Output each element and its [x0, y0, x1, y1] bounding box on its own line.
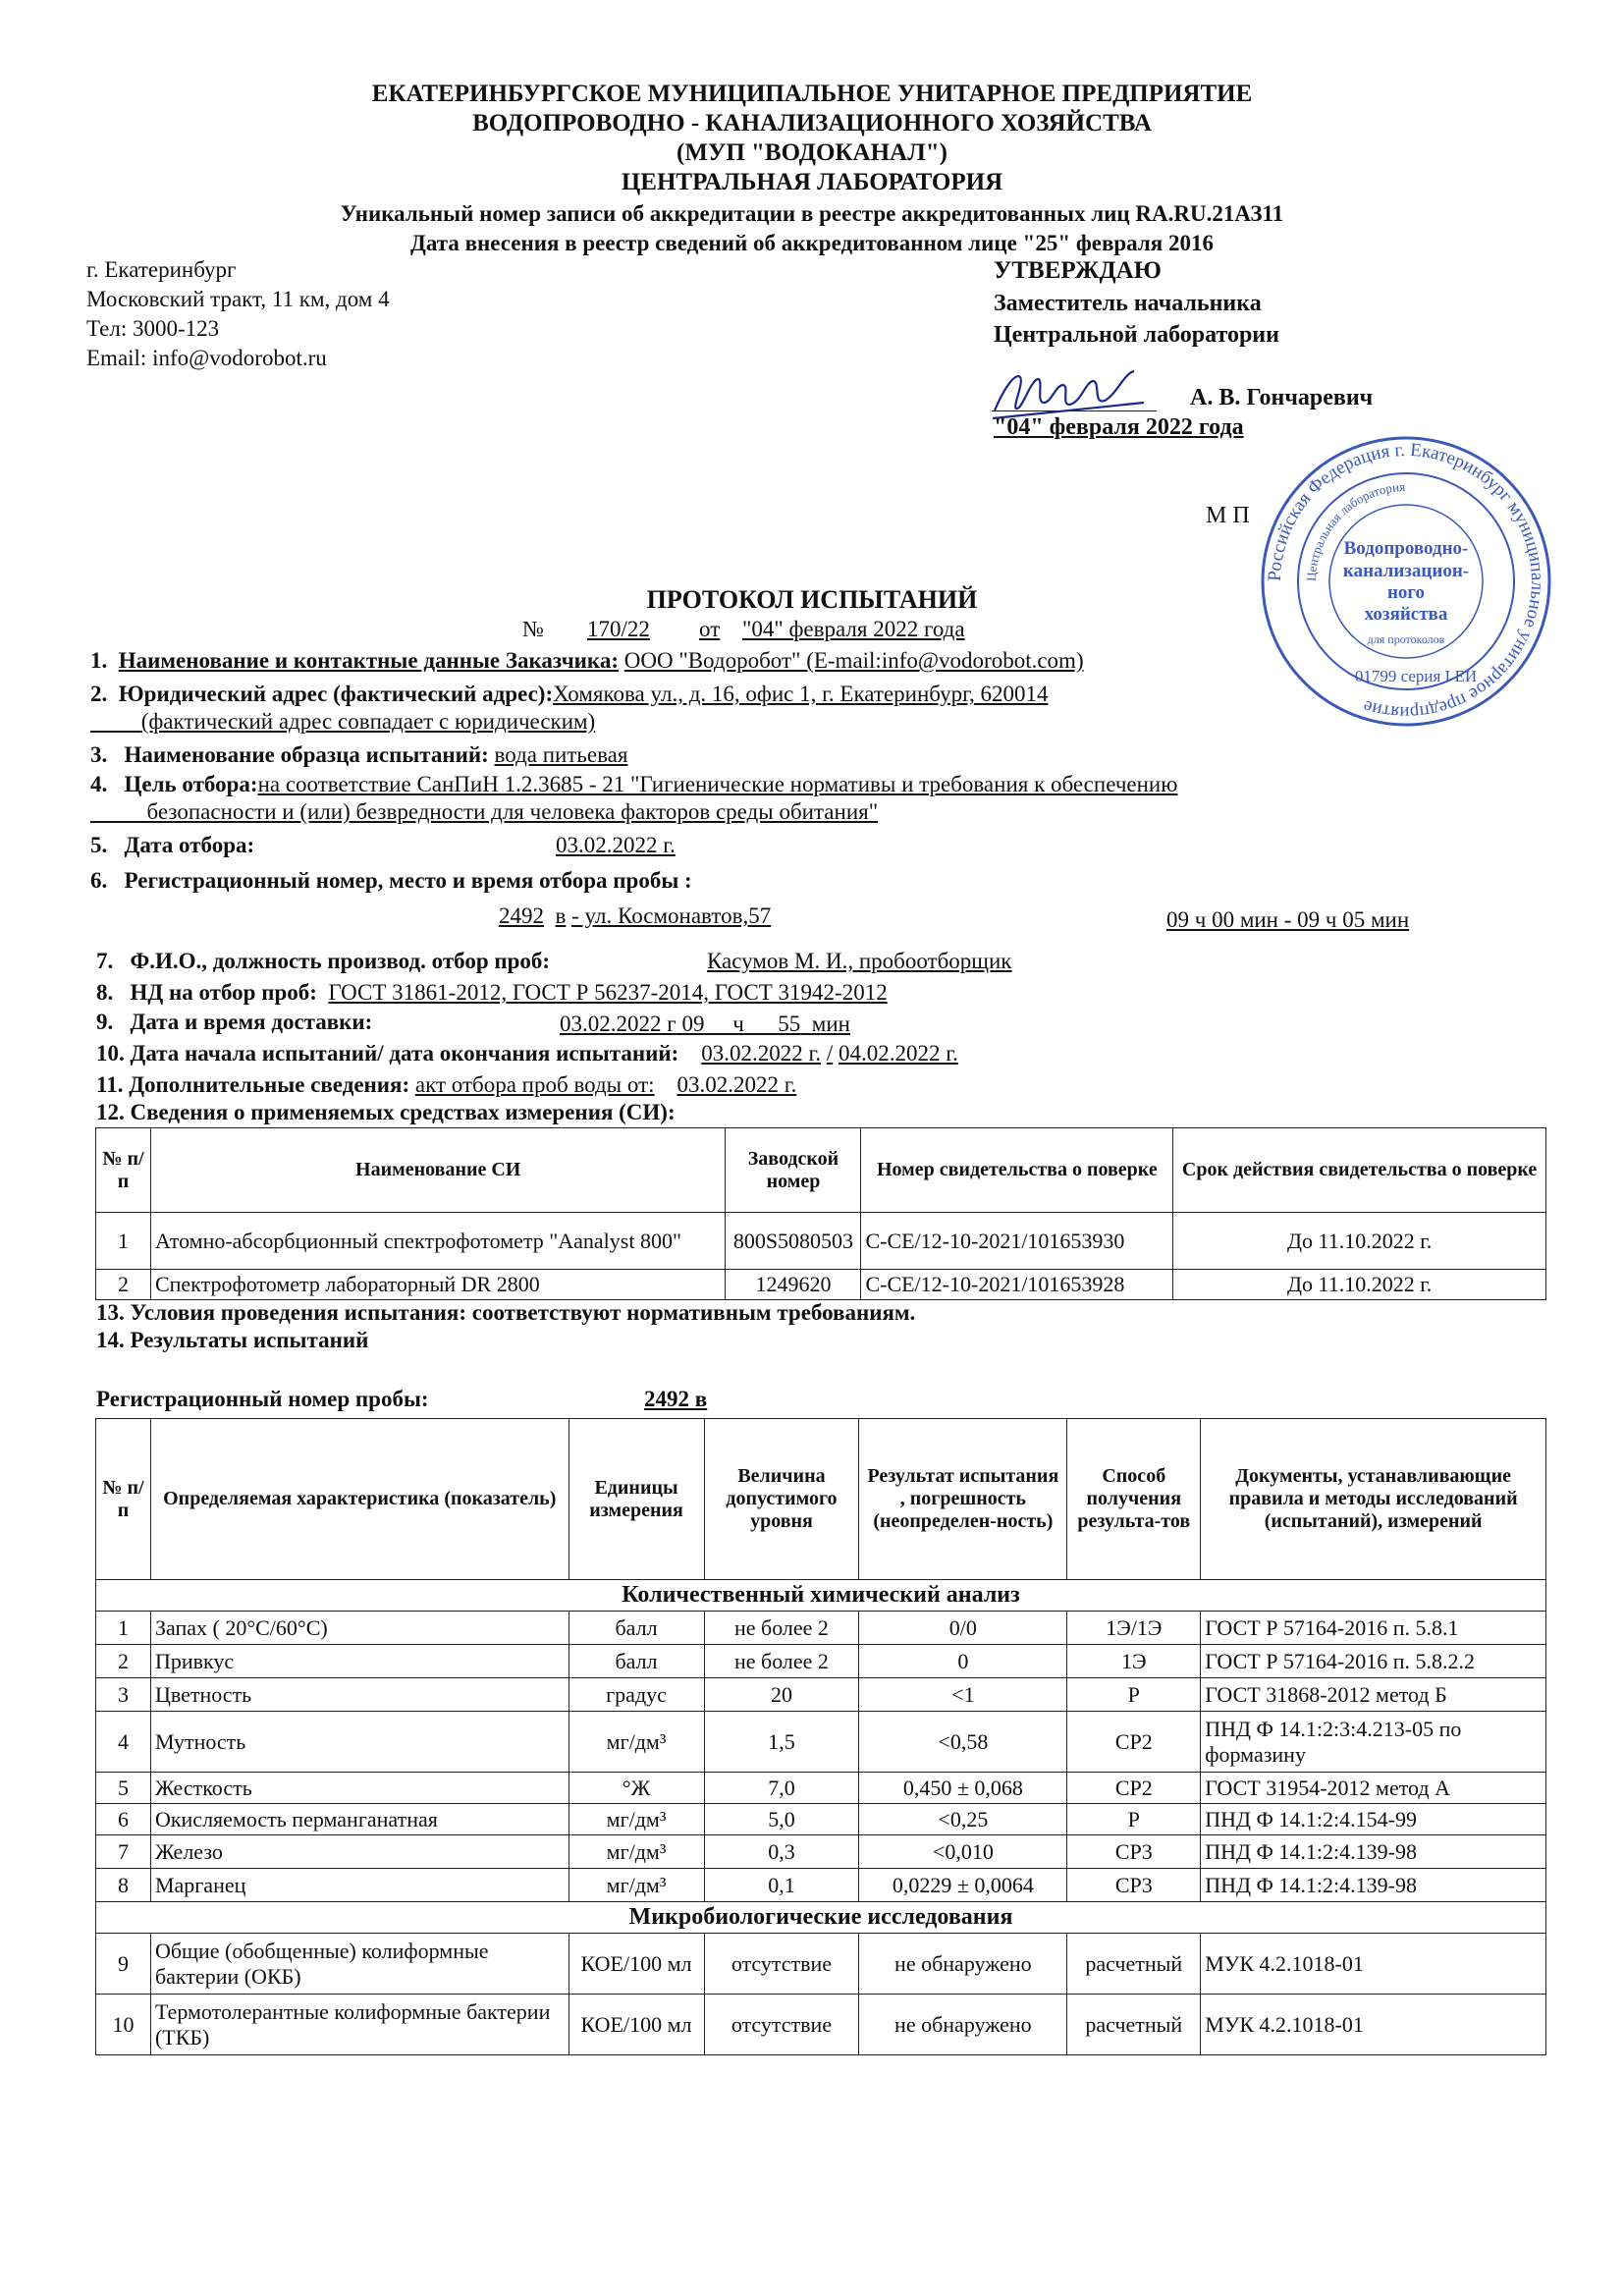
item6-suffix: в	[555, 903, 567, 928]
org-name-line3: (МУП "ВОДОКАНАЛ")	[677, 139, 947, 166]
results-cell: отсутствие	[704, 1934, 859, 1995]
item9-min: 55	[778, 1011, 801, 1036]
item14: 14. Результаты испытаний	[96, 1328, 369, 1352]
item8-num: 8.	[96, 980, 114, 1005]
item1-label: Наименование и контактные данные Заказчика:	[118, 648, 619, 673]
results-cell: 5,0	[704, 1804, 859, 1835]
item7-label: Ф.И.О., должность производ. отбор проб:	[130, 949, 551, 973]
item9-h: ч	[732, 1011, 744, 1036]
item5-label: Дата отбора:	[124, 833, 255, 857]
svg-text:канализацион-: канализацион-	[1342, 561, 1470, 581]
item7-num: 7.	[96, 949, 114, 973]
results-cell: СР3	[1067, 1869, 1201, 1902]
table-row	[96, 1612, 1546, 1645]
results-cell: 0,1	[704, 1869, 859, 1902]
res-header-indicator: Определяемая характеристика (показатель)	[150, 1419, 568, 1580]
results-cell: 0,0229 ± 0,0064	[859, 1869, 1067, 1902]
item2-note: (фактический адрес совпадает с юридическим)	[140, 709, 596, 734]
results-cell: не обнаружено	[859, 1995, 1067, 2055]
table-row	[96, 1270, 1546, 1300]
results-reg-suffix: в	[694, 1387, 708, 1411]
si-cell: До 11.10.2022 г.	[1173, 1213, 1546, 1270]
item1-num: 1.	[90, 648, 108, 673]
si-header-name: Наименование СИ	[150, 1128, 726, 1213]
approval-date: "04" февраля 2022 года	[994, 414, 1244, 440]
results-cell: не обнаружено	[859, 1934, 1067, 1995]
item3-label: Наименование образца испытаний:	[124, 742, 489, 767]
item12-label: Сведения о применяемых средствах измерения (СИ):	[130, 1100, 676, 1124]
si-header-validity: Срок действия свидетельства о поверке	[1173, 1128, 1546, 1213]
results-cell: 1Э	[1067, 1645, 1201, 1678]
results-cell: не более 2	[704, 1612, 859, 1645]
results-cell: 7,0	[704, 1773, 859, 1804]
table-row	[96, 1213, 1546, 1270]
item8-label: НД на отбор проб:	[130, 980, 317, 1005]
results-cell: 3	[96, 1678, 151, 1712]
table-row	[96, 1712, 1546, 1773]
org-name-line4: ЦЕНТРАЛЬНАЯ ЛАБОРАТОРИЯ	[621, 169, 1003, 195]
results-cell: <0,58	[859, 1712, 1067, 1773]
protocol-no-label: №	[522, 617, 544, 641]
results-cell: Цветность	[150, 1678, 568, 1712]
results-cell: балл	[568, 1612, 704, 1645]
si-table	[95, 1127, 1546, 1300]
si-cell: 2	[96, 1270, 151, 1300]
address-city: г. Екатеринбург	[86, 257, 237, 282]
protocol-from-label: от	[699, 617, 721, 641]
results-cell: мг/дм³	[568, 1712, 704, 1773]
si-cell: С-СЕ/12-10-2021/101653930	[861, 1213, 1173, 1270]
results-cell: ПНД Ф 14.1:2:3:4.213-05 по формазину	[1201, 1712, 1546, 1773]
approver-name: А. В. Гончаревич	[1190, 385, 1374, 410]
results-cell: 2	[96, 1645, 151, 1678]
svg-text:хозяйства: хозяйства	[1364, 604, 1448, 625]
accreditation-line: Уникальный номер записи об аккредитации в реестре аккредитованных лиц RA.RU.21АЗ11	[340, 201, 1284, 226]
results-cell: 1	[96, 1612, 151, 1645]
protocol-number: 170/22	[587, 617, 650, 641]
res-header-docs: Документы, устанавливающие правила и методы исследований (испытаний), измерений	[1201, 1419, 1546, 1580]
svg-text:Российская Федерация г. Екатер: Российская Федерация г. Екатеринбург муниципальное унитарное предприятие	[1264, 439, 1548, 724]
item9-date: 03.02.2022 г	[560, 1011, 677, 1036]
svg-text:Центральная лаборатория: Центральная лаборатория	[1303, 478, 1406, 582]
org-name-line2: ВОДОПРОВОДНО - КАНАЛИЗАЦИОННОГО ХОЗЯЙСТВА	[472, 110, 1152, 137]
res-header-limit: Величина допустимого уровня	[704, 1419, 859, 1580]
item3-value: вода питьевая	[494, 742, 628, 767]
item10-num: 10.	[96, 1041, 125, 1066]
results-cell: 8	[96, 1869, 151, 1902]
table-row	[96, 1869, 1546, 1902]
item11-num: 11.	[96, 1072, 124, 1097]
org-name-line1: ЕКАТЕРИНБУРГСКОЕ МУНИЦИПАЛЬНОЕ УНИТАРНОЕ ПРЕДПРИЯТИЕ	[371, 81, 1253, 107]
results-cell: ГОСТ 31868-2012 метод Б	[1201, 1678, 1546, 1712]
res-header-method: Способ получения результа-тов	[1067, 1419, 1201, 1580]
table-row	[96, 1678, 1546, 1712]
approval-title: УТВЕРЖДАЮ	[994, 257, 1162, 284]
results-cell: 20	[704, 1678, 859, 1712]
si-cell: 1249620	[726, 1270, 861, 1300]
item5-value: 03.02.2022 г.	[556, 833, 676, 857]
item12-num: 12.	[96, 1100, 125, 1124]
approval-position1: Заместитель начальника	[994, 291, 1262, 316]
seal-stamp	[1259, 434, 1553, 729]
item1-value: ООО "Водоробот" (E-mail:info@vodorobot.com)	[623, 648, 1084, 673]
results-reg-value: 2492	[644, 1387, 689, 1411]
item2-label: Юридический адрес (фактический адрес):	[118, 682, 554, 706]
results-cell: КОЕ/100 мл	[568, 1995, 704, 2055]
approval-position2: Центральной лаборатории	[994, 322, 1279, 348]
results-cell: ПНД Ф 14.1:2:4.154-99	[1201, 1804, 1546, 1835]
item6-time: 09 ч 00 мин - 09 ч 05 мин	[1166, 907, 1410, 932]
results-cell: ПНД Ф 14.1:2:4.139-98	[1201, 1869, 1546, 1902]
results-cell: Привкус	[150, 1645, 568, 1678]
item11-value: акт отбора проб воды от:	[414, 1072, 655, 1097]
results-cell: ГОСТ Р 57164-2016 п. 5.8.1	[1201, 1612, 1546, 1645]
results-cell: СР2	[1067, 1712, 1201, 1773]
item9-label: Дата и время доставки:	[130, 1010, 373, 1034]
results-cell: расчетный	[1067, 1995, 1201, 2055]
item4-value: на соответствие СанПиН 1.2.3685 - 21 "Гигиенические нормативы и требования к обеспечению	[257, 772, 1178, 796]
table-row	[96, 1773, 1546, 1804]
results-cell: 0/0	[859, 1612, 1067, 1645]
item13: 13. Условия проведения испытания: соответствуют нормативным требованиям.	[96, 1300, 916, 1325]
results-reg-label: Регистрационный номер пробы:	[96, 1387, 429, 1411]
results-cell: Жесткость	[150, 1773, 568, 1804]
results-cell: 7	[96, 1835, 151, 1869]
svg-text:01799 серия I ЕИ: 01799 серия I ЕИ	[1354, 667, 1478, 685]
item9-m: мин	[811, 1011, 850, 1036]
item6-regnum: 2492	[499, 903, 544, 928]
results-cell: Общие (обобщенные) колиформные бактерии (ОКБ)	[150, 1934, 568, 1995]
results-cell: СР2	[1067, 1773, 1201, 1804]
address-street: Московский тракт, 11 км, дом 4	[86, 287, 390, 311]
svg-text:для протоколов: для протоколов	[1367, 632, 1445, 646]
item11-date: 03.02.2022 г.	[677, 1072, 797, 1097]
results-cell: Окисляемость перманганатная	[150, 1804, 568, 1835]
item3-num: 3.	[90, 742, 108, 767]
table-row	[96, 1995, 1546, 2055]
results-cell: Запах ( 20°С/60°С)	[150, 1612, 568, 1645]
item7-value: Касумов М. И., пробоотборщик	[707, 949, 1012, 973]
item6-num: 6.	[90, 868, 108, 893]
address-email: Email: info@vodorobot.ru	[86, 346, 327, 370]
results-cell: СР3	[1067, 1835, 1201, 1869]
results-cell: КОЕ/100 мл	[568, 1934, 704, 1995]
item4-label: Цель отбора:	[124, 772, 258, 796]
si-cell: С-СЕ/12-10-2021/101653928	[861, 1270, 1173, 1300]
results-table	[95, 1418, 1546, 2055]
svg-text:ного: ного	[1386, 582, 1426, 603]
results-cell: градус	[568, 1678, 704, 1712]
results-cell: Мутность	[150, 1712, 568, 1773]
results-cell: балл	[568, 1645, 704, 1678]
item2-value: Хомякова ул., д. 16, офис 1, г. Екатеринбург, 620014	[553, 682, 1049, 706]
si-header-serial: Заводской номер	[726, 1128, 861, 1213]
protocol-title: ПРОТОКОЛ ИСПЫТАНИЙ	[646, 585, 978, 614]
results-cell: Р	[1067, 1804, 1201, 1835]
item8-value: ГОСТ 31861-2012, ГОСТ Р 56237-2014, ГОСТ 31942-2012	[328, 980, 888, 1005]
protocol-date: "04" февраля 2022 года	[742, 617, 965, 641]
results-cell: МУК 4.2.1018-01	[1201, 1934, 1546, 1995]
results-cell: отсутствие	[704, 1995, 859, 2055]
results-cell: <1	[859, 1678, 1067, 1712]
results-cell: ГОСТ 31954-2012 метод А	[1201, 1773, 1546, 1804]
item5-num: 5.	[90, 833, 108, 857]
results-cell: расчетный	[1067, 1934, 1201, 1995]
results-cell: не более 2	[704, 1645, 859, 1678]
res-header-result: Результат испытания , погрешность (неопределен-ность)	[859, 1419, 1067, 1580]
address-phone: Тел: 3000-123	[86, 316, 220, 341]
si-cell: Спектрофотометр лабораторный DR 2800	[150, 1270, 726, 1300]
results-cell: Р	[1067, 1678, 1201, 1712]
item4-num: 4.	[90, 772, 108, 796]
results-cell: ГОСТ Р 57164-2016 п. 5.8.2.2	[1201, 1645, 1546, 1678]
item6-place: - ул. Космонавтов,57	[571, 903, 772, 928]
results-cell: 9	[96, 1934, 151, 1995]
si-header-certificate: Номер свидетельства о поверке	[861, 1128, 1173, 1213]
item9-hour: 09	[681, 1011, 705, 1036]
si-cell: Атомно-абсорбционный спектрофотометр "Aanalyst 800"	[150, 1213, 726, 1270]
item4-value2: безопасности и (или) безвредности для человека факторов среды обитания"	[146, 799, 879, 824]
results-cell: 5	[96, 1773, 151, 1804]
item10-start: 03.02.2022 г.	[701, 1041, 822, 1066]
item10-sep: /	[826, 1041, 834, 1066]
si-cell: До 11.10.2022 г.	[1173, 1270, 1546, 1300]
results-cell: 1Э/1Э	[1067, 1612, 1201, 1645]
results-cell: <0,25	[859, 1804, 1067, 1835]
table-row	[96, 1645, 1546, 1678]
results-cell: Марганец	[150, 1869, 568, 1902]
mp-label: М П	[1206, 503, 1250, 528]
results-cell: мг/дм³	[568, 1869, 704, 1902]
results-cell: 0,3	[704, 1835, 859, 1869]
registry-date-line: Дата внесения в реестр сведений об аккредитованном лице "25" февраля 2016	[410, 231, 1214, 255]
results-cell: 6	[96, 1804, 151, 1835]
table-row	[96, 1934, 1546, 1995]
table-row	[96, 1804, 1546, 1835]
si-cell: 800S5080503	[726, 1213, 861, 1270]
results-cell: °Ж	[568, 1773, 704, 1804]
results-cell: Железо	[150, 1835, 568, 1869]
results-cell: 0	[859, 1645, 1067, 1678]
section-microbio: Микробиологические исследования	[96, 1902, 1546, 1934]
item10-end: 04.02.2022 г.	[839, 1041, 958, 1066]
results-cell: 10	[96, 1995, 151, 2055]
item2-num: 2.	[90, 682, 108, 706]
table-row	[96, 1835, 1546, 1869]
res-header-num: № п/п	[96, 1419, 151, 1580]
svg-text:Водопроводно-: Водопроводно-	[1343, 538, 1469, 559]
item9-num: 9.	[96, 1010, 114, 1034]
res-header-units: Единицы измерения	[568, 1419, 704, 1580]
results-cell: мг/дм³	[568, 1835, 704, 1869]
results-cell: мг/дм³	[568, 1804, 704, 1835]
results-cell: <0,010	[859, 1835, 1067, 1869]
si-header-num: № п/п	[96, 1128, 151, 1213]
results-cell: Термотолерантные колиформные бактерии (ТКБ)	[150, 1995, 568, 2055]
section-chemical: Количественный химический анализ	[96, 1580, 1546, 1612]
results-cell: ПНД Ф 14.1:2:4.139-98	[1201, 1835, 1546, 1869]
results-cell: МУК 4.2.1018-01	[1201, 1995, 1546, 2055]
results-cell: 4	[96, 1712, 151, 1773]
item11-label: Дополнительные сведения:	[129, 1072, 410, 1097]
item6-label: Регистрационный номер, место и время отбора пробы :	[124, 868, 692, 893]
results-cell: 1,5	[704, 1712, 859, 1773]
si-cell: 1	[96, 1213, 151, 1270]
item10-label: Дата начала испытаний/ дата окончания испытаний:	[130, 1041, 679, 1066]
results-cell: 0,450 ± 0,068	[859, 1773, 1067, 1804]
